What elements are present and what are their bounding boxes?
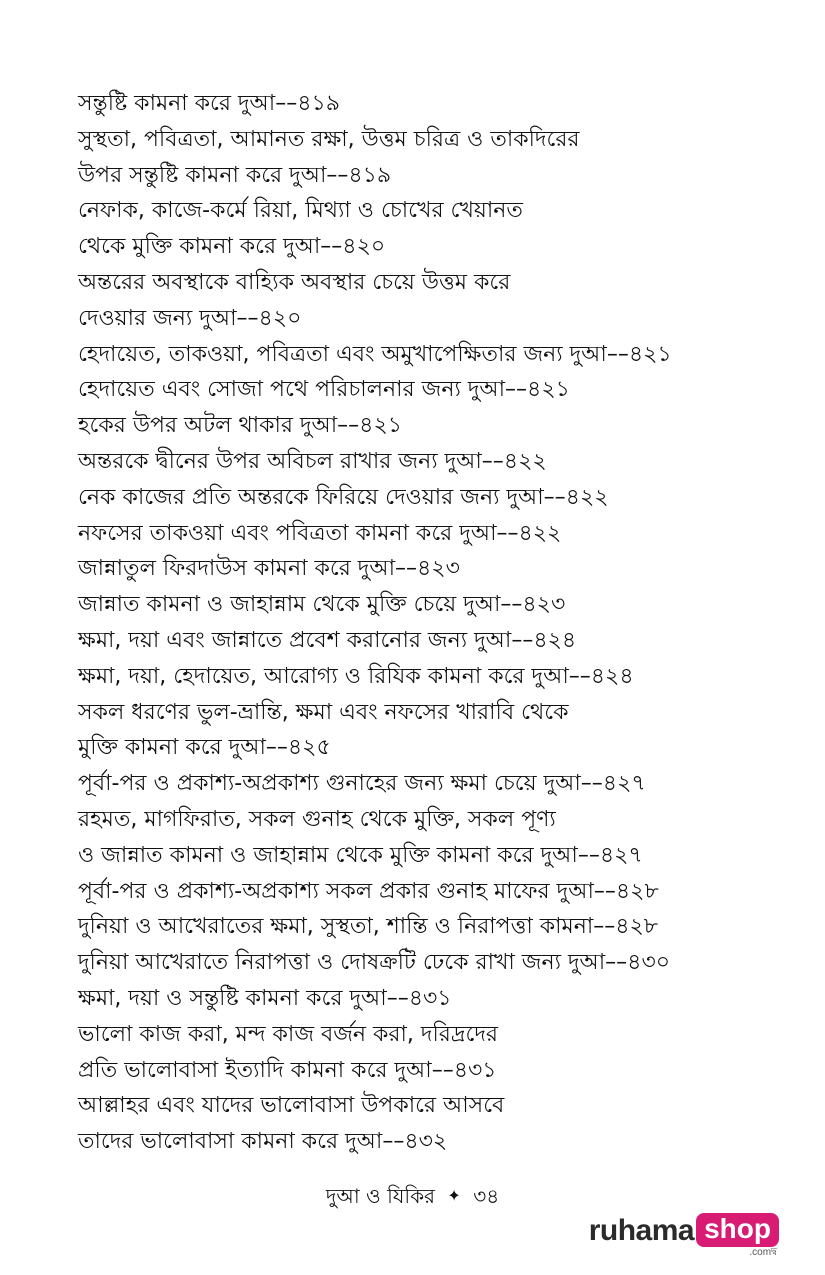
contents-entry: দুনিয়া ও আখেরাতের ক্ষমা, সুস্থতা, শান্তি ও নিরাপত্তা কামনা––৪২৮ — [78, 914, 659, 940]
book-title: দুআ ও যিকির — [325, 1184, 436, 1208]
contents-entry: দেওয়ার জন্য দুআ––৪২০ — [78, 305, 302, 331]
page-footer — [0, 1182, 825, 1215]
logo-suffix: .comদ্ব — [749, 1247, 777, 1258]
contents-entry: জান্নাতুল ফিরদাউস কামনা করে দুআ––৪২৩ — [78, 556, 460, 582]
contents-entry: রহমত, মাগফিরাত, সকল গুনাহ থেকে মুক্তি, সকল পূণ্য — [78, 806, 556, 832]
contents-entry: অন্তরের অবস্থাকে বাহ্যিক অবস্থার চেয়ে উত্তম করে — [78, 269, 511, 295]
contents-entry: ও জান্নাত কামনা ও জাহান্নাম থেকে মুক্তি কামনা করে দুআ––৪২৭ — [78, 842, 643, 868]
contents-entry: অন্তরকে দ্বীনের উপর অবিচল রাখার জন্য দুআ––৪২২ — [78, 448, 547, 474]
logo-badge — [696, 1213, 779, 1258]
contents-entry: হেদায়েত, তাকওয়া, পবিত্রতা এবং অমুখাপেক্ষিতার জন্য দুআ––৪২১ — [78, 341, 672, 367]
contents-entry: হেদায়েত এবং সোজা পথে পরিচালনার জন্য দুআ––৪২১ — [78, 377, 570, 403]
watermark-logo — [588, 1213, 779, 1258]
contents-entry: ক্ষমা, দয়া ও সন্তুষ্টি কামনা করে দুআ––৪৩১ — [78, 985, 452, 1011]
contents-entry: নফসের তাকওয়া এবং পবিত্রতা কামনা করে দুআ––৪২২ — [78, 520, 562, 546]
contents-entry: সন্তুষ্টি কামনা করে দুআ––৪১৯ — [78, 91, 341, 116]
contents-entry: হকের উপর অটল থাকার দুআ––৪২১ — [78, 413, 403, 439]
contents-entry: ক্ষমা, দয়া, হেদায়েত, আরোগ্য ও রিযিক কামনা করে দুআ––৪২৪ — [78, 663, 634, 689]
contents-entry: পূর্বা-পর ও প্রকাশ্য-অপ্রকাশ্য সকল প্রকার গুনাহ মাফের দুআ––৪২৮ — [78, 878, 659, 904]
contents-entry: জান্নাত কামনা ও জাহান্নাম থেকে মুক্তি চেয়ে দুআ––৪২৩ — [78, 592, 566, 618]
contents-entry: প্রতি ভালোবাসা ইত্যাদি কামনা করে দুআ––৪৩১ — [78, 1057, 497, 1083]
contents-entry: থেকে মুক্তি কামনা করে দুআ––৪২০ — [78, 234, 386, 260]
contents-entry: আল্লাহর এবং যাদের ভালোবাসা উপকারে আসবে — [78, 1093, 505, 1119]
contents-entry: নেফাক, কাজে-কর্মে রিয়া, মিথ্যা ও চোখের খেয়ানত — [78, 198, 523, 224]
contents-list — [78, 86, 778, 1160]
contents-entry: মুক্তি কামনা করে দুআ––৪২৫ — [78, 735, 331, 761]
contents-entry: ভালো কাজ করা, মন্দ কাজ বর্জন করা, দরিদ্রদের — [78, 1021, 498, 1047]
star-separator-icon: ✦ — [447, 1186, 461, 1205]
contents-entry: ক্ষমা, দয়া এবং জান্নাতে প্রবেশ করানোর জন্য দুআ––৪২৪ — [78, 627, 577, 653]
contents-entry: সকল ধরণের ভুল-ভ্রান্তি, ক্ষমা এবং নফসের খারাবি থেকে — [78, 699, 569, 725]
page-number: ৩৪ — [473, 1184, 500, 1208]
logo-highlight: shop — [696, 1213, 779, 1247]
contents-entry: পূর্বা-পর ও প্রকাশ্য-অপ্রকাশ্য গুনাহের জন্য ক্ষমা চেয়ে দুআ––৪২৭ — [78, 771, 646, 797]
contents-entry: সুস্থতা, পবিত্রতা, আমানত রক্ষা, উত্তম চরিত্র ও তাকদিরের — [78, 126, 580, 152]
contents-entry: উপর সন্তুষ্টি কামনা করে দুআ––৪১৯ — [78, 162, 392, 188]
logo-text: ruhama — [588, 1214, 695, 1247]
contents-entry: দুনিয়া আখেরাতে নিরাপত্তা ও দোষক্রটি ঢেকে রাখা জন্য দুআ––৪৩০ — [78, 950, 671, 976]
contents-entry: নেক কাজের প্রতি অন্তরকে ফিরিয়ে দেওয়ার জন্য দুআ––৪২২ — [78, 484, 609, 510]
contents-entry: তাদের ভালোবাসা কামনা করে দুআ––৪৩২ — [78, 1129, 448, 1155]
